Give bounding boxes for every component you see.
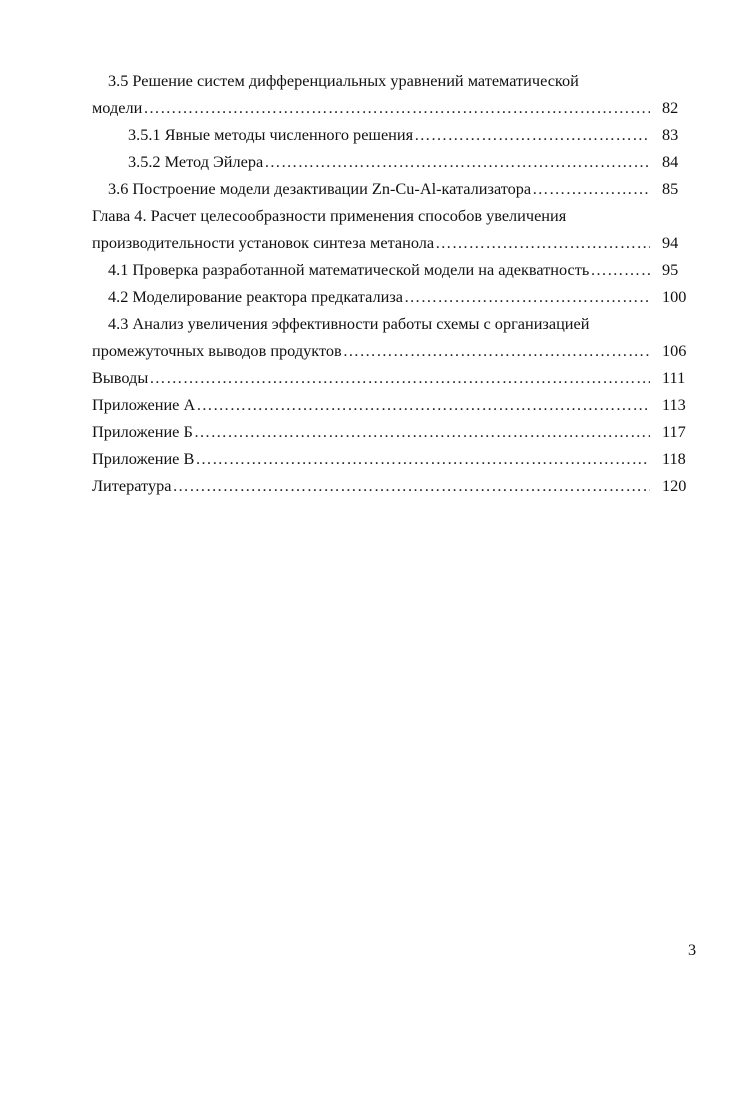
dot-leader	[414, 125, 650, 145]
dot-leader	[532, 179, 650, 199]
toc-page-number: 118	[662, 449, 686, 468]
toc-entry-chapter-4	[92, 199, 702, 226]
toc-page-number: 95	[662, 260, 679, 279]
toc-page-number: 94	[662, 233, 679, 252]
dot-leader	[195, 449, 650, 469]
toc-page-number: 85	[662, 179, 679, 198]
toc-entry-text: 3.5.1 Явные методы численного решения	[128, 125, 414, 144]
toc-entry-text: модели	[92, 98, 143, 117]
toc-entry-text: 3.5.2 Метод Эйлера	[128, 152, 264, 171]
dot-leader	[172, 476, 650, 496]
dot-leader	[143, 98, 650, 118]
toc-page-number: 106	[662, 341, 687, 360]
dot-leader	[149, 368, 650, 388]
toc-entry-4-2[interactable]	[92, 280, 702, 307]
toc-entry-text: Приложение Б	[92, 422, 193, 441]
toc-entry-text: Приложение В	[92, 449, 195, 468]
toc-page-number: 83	[662, 125, 679, 144]
toc-entry-text: 4.3 Анализ увеличения эффективности работы схемы с организацией	[108, 314, 590, 333]
toc-entry-3-6[interactable]	[92, 172, 702, 199]
toc-entry-chapter-4-cont[interactable]	[92, 226, 702, 253]
toc-entry-text: 3.5 Решение систем дифференциальных уравнений математической	[108, 71, 579, 90]
dot-leader	[435, 233, 650, 253]
toc-entry-3-5-2[interactable]	[92, 145, 702, 172]
toc-entry-4-1[interactable]	[92, 253, 702, 280]
toc-entry-text: 4.2 Моделирование реактора предкатализа	[108, 287, 403, 306]
dot-leader	[590, 260, 650, 280]
table-of-contents	[92, 64, 702, 496]
dot-leader	[404, 287, 650, 307]
toc-entry-3-5-cont[interactable]	[92, 91, 702, 118]
toc-entry-appendix-b[interactable]	[92, 415, 702, 442]
dot-leader	[196, 395, 650, 415]
toc-entry-text: производительности установок синтеза метанола	[92, 233, 435, 252]
toc-page-number: 111	[662, 368, 686, 387]
toc-page-number: 113	[662, 395, 686, 414]
toc-page-number: 120	[662, 476, 687, 495]
toc-entry-3-5	[92, 64, 702, 91]
toc-entry-3-5-1[interactable]	[92, 118, 702, 145]
toc-page-number: 100	[662, 287, 687, 306]
toc-entry-text: Глава 4. Расчет целесообразности применения способов увеличения	[92, 206, 567, 225]
toc-entry-4-3-cont[interactable]	[92, 334, 702, 361]
page-number: 3	[688, 940, 697, 959]
dot-leader	[343, 341, 650, 361]
toc-page-number: 84	[662, 152, 679, 171]
toc-page-number: 82	[662, 98, 679, 117]
toc-entry-literature[interactable]	[92, 469, 702, 496]
toc-entry-appendix-v[interactable]	[92, 442, 702, 469]
toc-page-number: 117	[662, 422, 686, 441]
toc-entry-text: 4.1 Проверка разработанной математической модели на адекватность	[108, 260, 590, 279]
toc-entry-text: Литература	[92, 476, 172, 495]
dot-leader	[194, 422, 650, 442]
toc-entry-text: Выводы	[92, 368, 149, 387]
toc-entry-conclusions[interactable]	[92, 361, 702, 388]
toc-entry-text: промежуточных выводов продуктов	[92, 341, 342, 360]
toc-entry-text: 3.6 Построение модели дезактивации Zn-Cu-Al-катализатора	[108, 179, 532, 198]
dot-leader	[264, 152, 650, 172]
toc-entry-4-3	[92, 307, 702, 334]
toc-entry-text: Приложение А	[92, 395, 196, 414]
toc-entry-appendix-a[interactable]	[92, 388, 702, 415]
